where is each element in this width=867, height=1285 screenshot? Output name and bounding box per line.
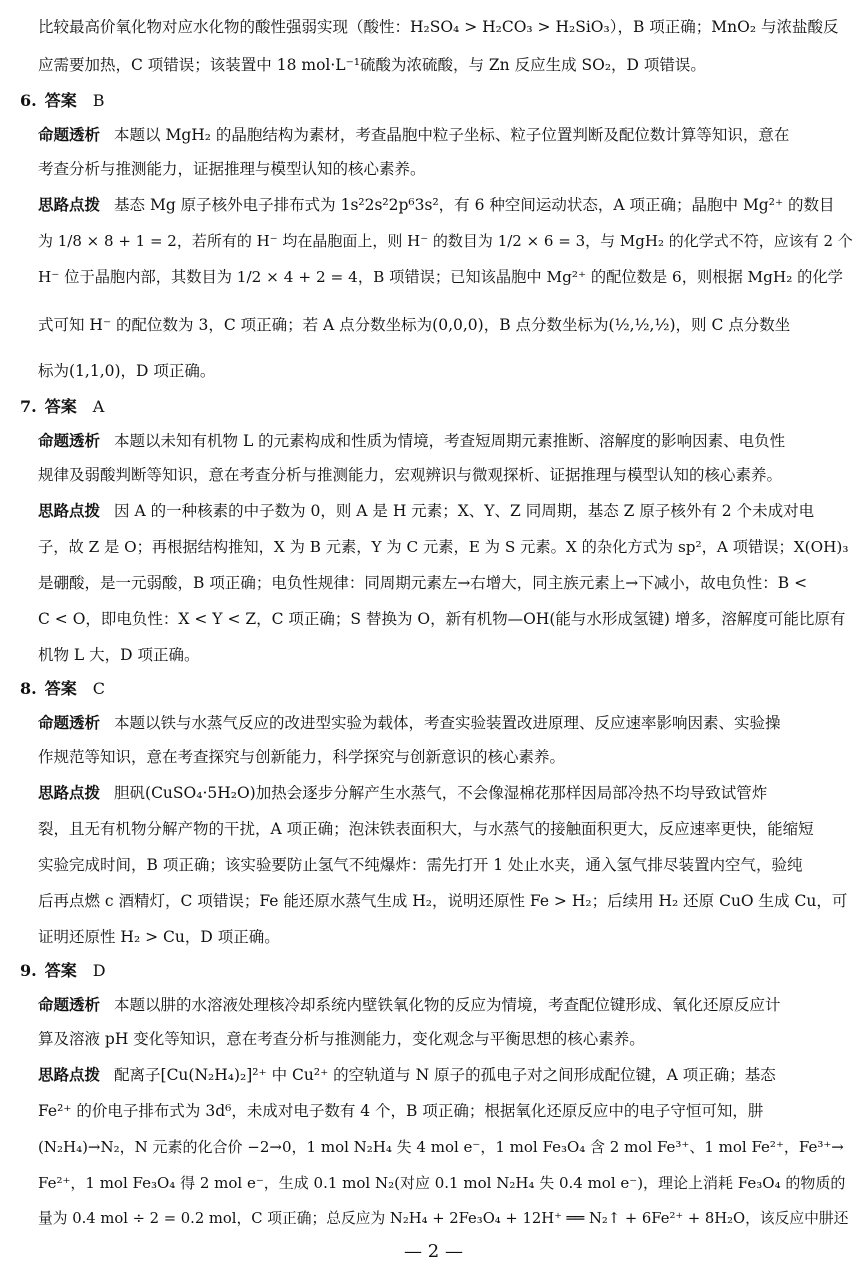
line-text: 机物 L 大，D 项正确。 bbox=[38, 646, 200, 664]
line-text: 子，故 Z 是 O；再根据结构推知，X 为 B 元素，Y 为 C 元素，E 为 S 元素。X 的杂化方式为 sp²，A 项错误；X(OH)₃ bbox=[38, 538, 849, 556]
line-text: Fe²⁺，1 mol Fe₃O₄ 得 2 mol e⁻，生成 0.1 mol N₂(对应 0.1 mol N₂H₄ 失 0.4 mol e⁻)，理论上消耗 Fe₃O₄ 的物质的 bbox=[38, 1174, 846, 1192]
paragraph-line bbox=[38, 536, 848, 558]
paragraph-line bbox=[38, 314, 790, 336]
question-number: 8. bbox=[20, 679, 37, 698]
line-text: 胆矾(CuSO₄·5H₂O)加热会逐步分解产生水蒸气，不会像湿棉花那样因局部冷热不均导致试管炸 bbox=[114, 784, 768, 802]
section-label: 思路点拨 bbox=[38, 196, 101, 214]
answer-label: 答案 bbox=[44, 961, 77, 980]
section-label: 命题透析 bbox=[38, 432, 101, 450]
line-text: C < O，即电负性：X < Y < Z，C 项正确；S 替换为 O，新有机物—OH(能与水形成氢键) 增多，溶解度可能比原有 bbox=[38, 610, 846, 628]
line-text: 实验完成时间，B 项正确；该实验要防止氢气不纯爆炸：需先打开 1 处止水夹，通入氢气排尽装置内空气，验纯 bbox=[38, 856, 803, 874]
line-text: 本题以 MgH₂ 的晶胞结构为素材，考查晶胞中粒子坐标、粒子位置判断及配位数计算等知识，意在 bbox=[114, 126, 790, 144]
paragraph-line bbox=[38, 854, 803, 876]
line-text: 裂，且无有机物分解产物的干扰，A 项正确；泡沫铁表面积大，与水蒸气的接触面积更大，反应速率更快，能缩短 bbox=[38, 820, 814, 838]
line-text: 后再点燃 c 酒精灯，C 项错误；Fe 能还原水蒸气生成 H₂，说明还原性 Fe > H₂；后续用 H₂ 还原 CuO 生成 Cu，可 bbox=[38, 892, 848, 910]
section-paragraph-start bbox=[38, 712, 781, 734]
paragraph-line bbox=[38, 266, 843, 288]
line-text: 因 A 的一种核素的中子数为 0，则 A 是 H 元素；X、Y、Z 同周期，基态 Z 原子核外有 2 个未成对电 bbox=[114, 502, 815, 520]
section-label: 命题透析 bbox=[38, 126, 101, 144]
section-paragraph-start bbox=[38, 1064, 776, 1086]
paragraph-line bbox=[38, 746, 565, 768]
paragraph-line bbox=[38, 1028, 645, 1050]
paragraph-line bbox=[38, 926, 280, 948]
answer-choice: C bbox=[92, 679, 105, 698]
line-text: 证明还原性 H₂ > Cu，D 项正确。 bbox=[38, 928, 280, 946]
question-answer-header bbox=[20, 90, 104, 112]
answer-choice: D bbox=[92, 961, 106, 980]
line-text: 规律及弱酸判断等知识，意在考查分析与推测能力，宏观辨识与微观探析、证据推理与模型认知的核心素养。 bbox=[38, 466, 783, 484]
paragraph-line bbox=[38, 464, 782, 486]
question-number: 9. bbox=[20, 961, 37, 980]
section-paragraph-start bbox=[38, 500, 814, 522]
question-answer-header bbox=[20, 678, 105, 700]
answer-choice: A bbox=[92, 397, 105, 416]
answer-label: 答案 bbox=[44, 397, 77, 416]
line-text: 算及溶液 pH 变化等知识，意在考查分析与推测能力，变化观念与平衡思想的核心素养。 bbox=[38, 1030, 645, 1048]
line-text: 量为 0.4 mol ÷ 2 = 0.2 mol，C 项正确；总反应为 N₂H₄ + 2Fe₃O₄ + 12H⁺ ══ N₂↑ + 6Fe²⁺ + 8H₂O，该反应中肼还 bbox=[38, 1210, 849, 1227]
paragraph-line bbox=[38, 1100, 763, 1122]
line-text: 是硼酸，是一元弱酸，B 项正确；电负性规律：同周期元素左→右增大，同主族元素上→下减小，故电负性：B < bbox=[38, 574, 808, 592]
question-answer-header bbox=[20, 396, 104, 418]
paragraph-line bbox=[38, 360, 215, 382]
section-label: 命题透析 bbox=[38, 714, 101, 732]
question-answer-header bbox=[20, 960, 106, 982]
section-paragraph-start bbox=[38, 124, 789, 146]
paragraph-line bbox=[38, 818, 814, 840]
line-text: 式可知 H⁻ 的配位数为 3，C 项正确；若 A 点分数坐标为(0,0,0)，B 点分数坐标为(½,½,½)，则 C 点分数坐 bbox=[38, 316, 791, 334]
section-label: 思路点拨 bbox=[38, 784, 101, 802]
line-text: 本题以未知有机物 L 的元素构成和性质为情境，考查短周期元素推断、溶解度的影响因素、电负性 bbox=[114, 432, 786, 450]
line-text: 标为(1,1,0)，D 项正确。 bbox=[38, 362, 216, 380]
line-text: (N₂H₄)→N₂，N 元素的化合价 −2→0，1 mol N₂H₄ 失 4 mol e⁻，1 mol Fe₃O₄ 含 2 mol Fe³⁺、1 mol Fe²⁺，Fe³⁺→ bbox=[38, 1138, 844, 1156]
question-number: 6. bbox=[20, 91, 37, 110]
line-text: 本题以铁与水蒸气反应的改进型实验为载体，考查实验装置改进原理、反应速率影响因素、实验操 bbox=[114, 714, 781, 732]
line-text: H⁻ 位于晶胞内部，其数目为 1/2 × 4 + 2 = 4，B 项错误；已知该晶胞中 Mg²⁺ 的配位数是 6，则根据 MgH₂ 的化学 bbox=[38, 268, 843, 286]
section-paragraph-start bbox=[38, 430, 785, 452]
question-number: 7. bbox=[20, 397, 37, 416]
line-text: 基态 Mg 原子核外电子排布式为 1s²2s²2p⁶3s²，有 6 种空间运动状态，A 项正确；晶胞中 Mg²⁺ 的数目 bbox=[114, 196, 835, 214]
line-text: 本题以肼的水溶液处理核冷却系统内壁铁氧化物的反应为情境，考查配位键形成、氧化还原反应计 bbox=[114, 996, 781, 1014]
paragraph-line bbox=[38, 890, 847, 912]
paragraph-line bbox=[38, 644, 200, 666]
line-text: 配离子[Cu(N₂H₄)₂]²⁺ 中 Cu²⁺ 的空轨道与 N 原子的孤电子对之间形成配位键，A 项正确；基态 bbox=[114, 1066, 776, 1084]
paragraph-line bbox=[38, 1136, 844, 1158]
paragraph-line bbox=[38, 54, 706, 76]
paragraph-line bbox=[38, 230, 853, 252]
section-label: 思路点拨 bbox=[38, 502, 101, 520]
line-text: 考查分析与推测能力，证据推理与模型认知的核心素养。 bbox=[38, 160, 426, 178]
paragraph-line bbox=[38, 572, 807, 594]
paragraph-line bbox=[38, 16, 838, 38]
line-text: 为 1/8 × 8 + 1 = 2，若所有的 H⁻ 均在晶胞面上，则 H⁻ 的数目为 1/2 × 6 = 3，与 MgH₂ 的化学式不符，应该有 2 个 bbox=[38, 232, 853, 250]
section-paragraph-start bbox=[38, 194, 835, 216]
answer-label: 答案 bbox=[44, 91, 77, 110]
line-text: 应需要加热，C 项错误；该装置中 18 mol·L⁻¹硫酸为浓硫酸，与 Zn 反应生成 SO₂，D 项错误。 bbox=[38, 56, 706, 74]
paragraph-line bbox=[38, 1208, 848, 1230]
section-paragraph-start bbox=[38, 782, 767, 804]
paragraph-line bbox=[38, 608, 845, 630]
section-label: 命题透析 bbox=[38, 996, 101, 1014]
line-text: 作规范等知识，意在考查探究与创新能力，科学探究与创新意识的核心素养。 bbox=[38, 748, 566, 766]
paragraph-line bbox=[38, 1172, 845, 1194]
answer-choice: B bbox=[92, 91, 105, 110]
line-text: 比较最高价氧化物对应水化物的酸性强弱实现（酸性：H₂SO₄ > H₂CO₃ > H₂SiO₃），B 项正确；MnO₂ 与浓盐酸反 bbox=[38, 18, 839, 36]
line-text: Fe²⁺ 的价电子排布式为 3d⁶，未成对电子数有 4 个，B 项正确；根据氧化还原反应中的电子守恒可知，肼 bbox=[38, 1102, 764, 1120]
paragraph-line bbox=[38, 158, 426, 180]
section-label: 思路点拨 bbox=[38, 1066, 101, 1084]
answer-label: 答案 bbox=[44, 679, 77, 698]
section-paragraph-start bbox=[38, 994, 781, 1016]
page-number: — 2 — bbox=[404, 1241, 463, 1262]
